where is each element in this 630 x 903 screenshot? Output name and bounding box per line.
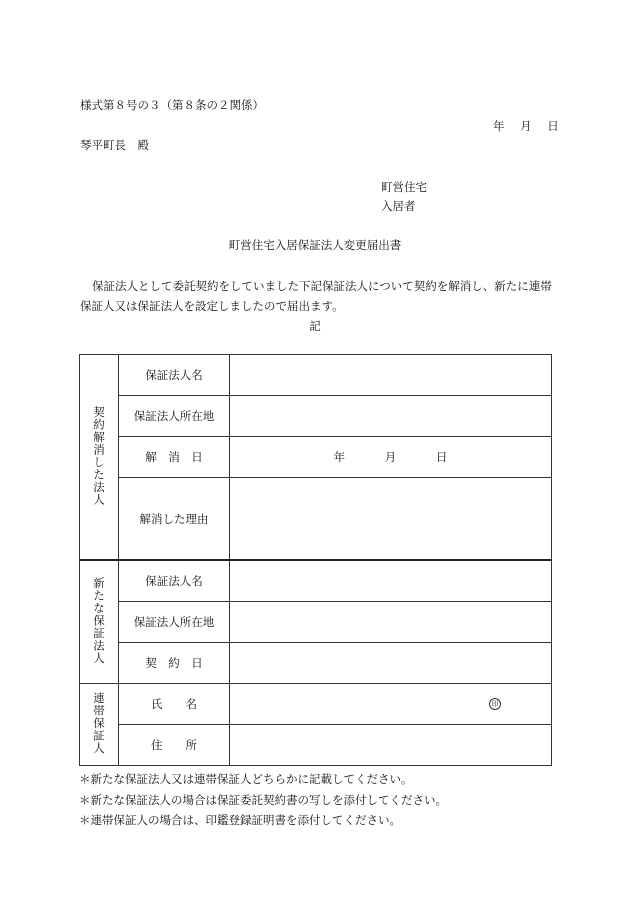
field-corp-name-1[interactable] (230, 355, 552, 396)
label-cancel-reason: 解消した理由 (119, 478, 230, 561)
field-corp-address-1[interactable] (230, 396, 552, 437)
applicant-line-2: 入居者 (381, 199, 416, 213)
field-guarantor-name[interactable] (230, 684, 552, 725)
group-new-corp-label: 新たな保証法人 (92, 576, 106, 665)
change-form-table (79, 354, 552, 766)
label-cancel-date: 解 消 日 (119, 437, 230, 478)
field-cancel-date[interactable]: 年 月 日 (230, 437, 552, 478)
group-new-corp (80, 560, 119, 684)
label-corp-address-1: 保証法人所在地 (119, 396, 230, 437)
seal-mark-icon: 印 (489, 698, 501, 710)
field-guarantor-address[interactable] (230, 725, 552, 766)
note-3: ＊連帯保証人の場合は、印鑑登録証明書を添付してください。 (79, 813, 401, 827)
note-1: ＊新たな保証法人又は連帯保証人どちらかに記載してください。 (79, 772, 413, 786)
field-cancel-reason[interactable] (230, 478, 552, 561)
applicant-line-1: 町営住宅 (381, 180, 427, 194)
group-cancelled-corp-label: 契約解消した法人 (92, 405, 106, 506)
label-guarantor-name: 氏 名 (119, 684, 230, 725)
field-corp-address-2[interactable] (230, 602, 552, 643)
label-contract-date: 契 約 日 (119, 643, 230, 684)
submission-date: 年 月 日 (493, 119, 559, 133)
field-contract-date[interactable] (230, 643, 552, 684)
field-corp-name-2[interactable] (230, 560, 552, 602)
group-cancelled-corp (80, 355, 119, 561)
body-text: 保証法人として委託契約をしていました下記保証法人について契約を解消し、新たに連帯保証人又は保証法人を設定しましたので届出ます。 (80, 279, 552, 313)
form-number: 様式第８号の３（第８条の２関係） (80, 98, 264, 112)
notes (79, 769, 447, 831)
group-joint-guarantor-label: 連帯保証人 (92, 691, 106, 755)
group-joint-guarantor (80, 684, 119, 766)
addressee: 琴平町長 殿 (80, 138, 149, 152)
label-guarantor-address: 住 所 (119, 725, 230, 766)
ki-heading: 記 (309, 319, 321, 333)
label-corp-name-2: 保証法人名 (119, 560, 230, 602)
document-title: 町営住宅入居保証法人変更届出書 (228, 238, 402, 252)
label-corp-address-2: 保証法人所在地 (119, 602, 230, 643)
label-corp-name-1: 保証法人名 (119, 355, 230, 396)
note-2: ＊新たな保証法人の場合は保証委託契約書の写しを添付してください。 (79, 792, 447, 807)
